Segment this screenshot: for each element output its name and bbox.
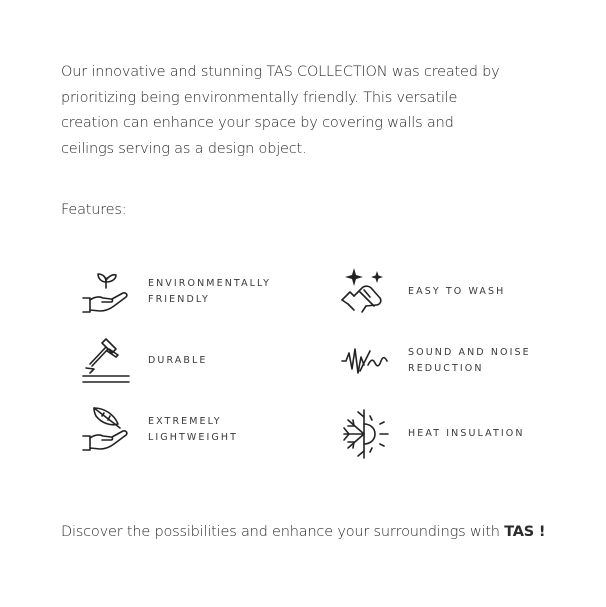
hand-feather-icon: [80, 404, 132, 456]
brand-name: TAS: [504, 524, 535, 540]
feature-environmentally-friendly: [80, 266, 271, 318]
feature-label: EXTREMELY LIGHTWEIGHT: [148, 416, 239, 443]
outro-text: Discover the possibilities and enhance your surroundings with: [61, 524, 505, 540]
outro-paragraph: [61, 524, 545, 540]
feature-durable: [80, 335, 208, 387]
hammer-icon: [80, 335, 132, 387]
feature-label: ENVIRONMENTALLY FRIENDLY: [148, 278, 272, 305]
feature-extremely-lightweight: [80, 404, 238, 456]
features-heading: Features:: [61, 202, 127, 218]
sound-wave-icon: [340, 335, 392, 387]
feature-label: DURABLE: [148, 355, 208, 366]
snowflake-sun-icon: [340, 408, 392, 460]
wiping-hand-sparkles-icon: [340, 266, 392, 318]
feature-easy-to-wash: [340, 266, 505, 318]
feature-label: HEAT INSULATION: [408, 428, 525, 439]
feature-label: SOUND AND NOISE REDUCTION: [408, 347, 531, 374]
outro-suffix: !: [534, 524, 546, 540]
feature-sound-and-noise-reduction: [340, 335, 531, 387]
feature-heat-insulation: [340, 408, 525, 460]
intro-paragraph: Our innovative and stunning TAS COLLECTION was created by prioritizing being environmentally friendly. This versatile creation can enhance your space by covering walls and ceilings serving as a design object.: [61, 64, 500, 157]
feature-label: EASY TO WASH: [408, 286, 506, 297]
hand-sprout-icon: [80, 266, 132, 318]
